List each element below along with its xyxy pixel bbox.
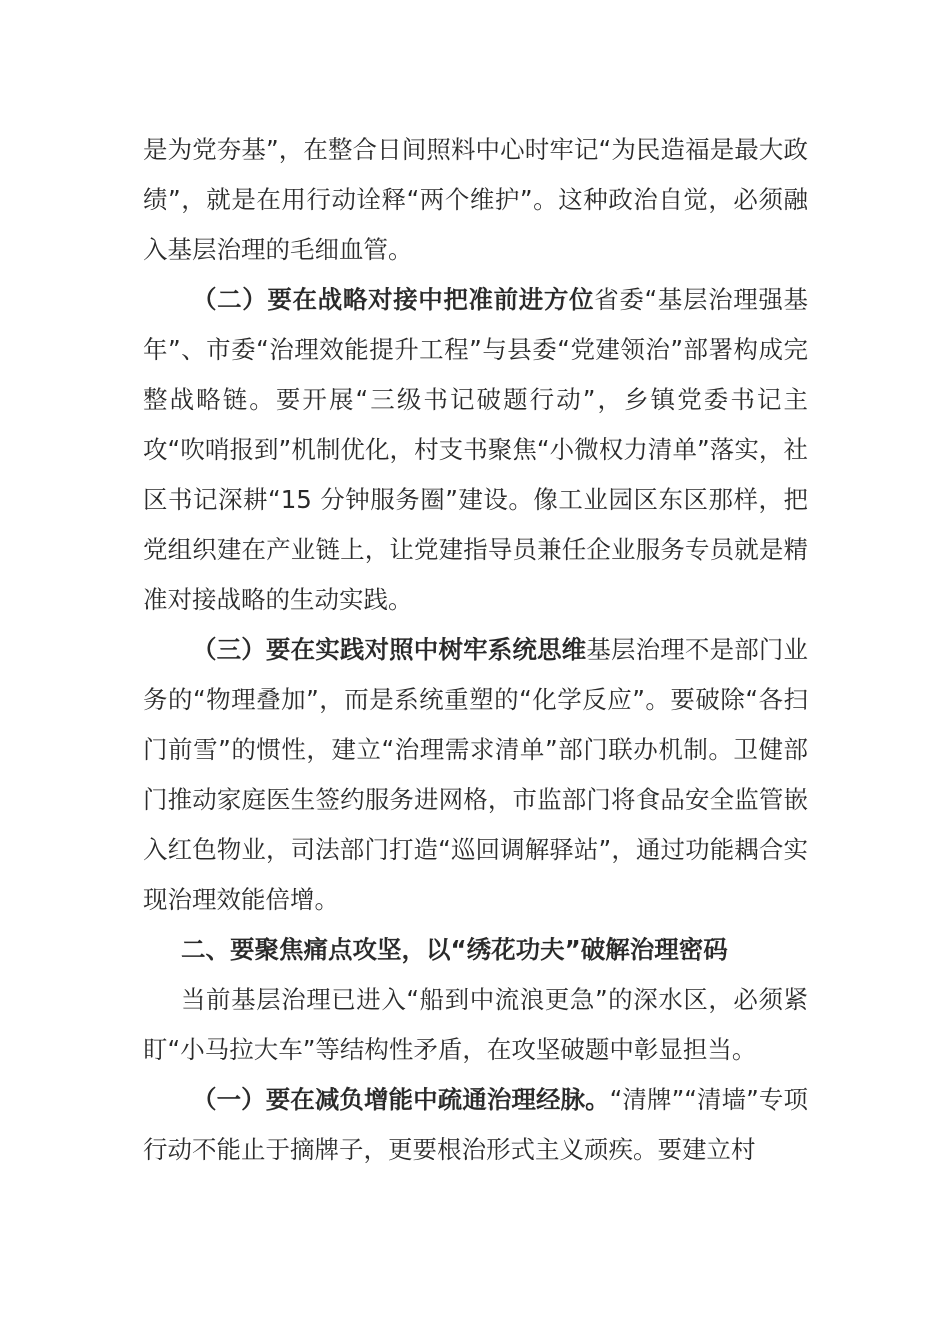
paragraph-system-thinking	[143, 625, 808, 925]
paragraph-continued	[143, 125, 808, 275]
paragraph-text: 是为党夯基”，在整合日间照料中心时牢记“为民造福是最大政绩”，就是在用行动诠释“两个维护”。这种政治自觉，必须融入基层治理的毛细血管。	[143, 135, 808, 264]
paragraph-lead: （一）要在减负增能中疏通治理经脉。	[192, 1085, 610, 1114]
document-body	[143, 125, 808, 1175]
section-intro: 当前基层治理已进入“船到中流浪更急”的深水区，必须紧盯“小马拉大车”等结构性矛盾，在攻坚破题中彰显担当。	[143, 985, 808, 1064]
paragraph-text: 基层治理不是部门业务的“物理叠加”，而是系统重塑的“化学反应”。要破除“各扫门前雪”的惯性，建立“治理需求清单”部门联办机制。卫健部门推动家庭医生签约服务进网格，市监部门将食品安全监管嵌入红色物业，司法部门打造“巡回调解驿站”，通过功能耦合实现治理效能倍增。	[143, 635, 809, 914]
paragraph-text: “清牌”“清墙”专项行动不能止于摘牌子，更要根治形式主义顽疾。要建立村	[143, 1085, 808, 1164]
paragraph-lead: （三）要在实践对照中树牢系统思维	[192, 635, 587, 664]
paragraph-burden-reduction	[143, 1075, 808, 1175]
paragraph-strategy	[143, 275, 808, 625]
paragraph-lead: （二）要在战略对接中把准前进方位	[192, 285, 595, 314]
section-heading: 二、要聚焦痛点攻坚，以“绣花功夫”破解治理密码	[181, 935, 728, 964]
paragraph-text: 省委“基层治理强基年”、市委“治理效能提升工程”与县委“党建领治”部署构成完整战略链。要开展“三级书记破题行动”，乡镇党委书记主攻“吹哨报到”机制优化，村支书聚焦“小微权力清单”落实，社区书记深耕“15 分钟服务圈”建设。像工业园区东区那样，把党组织建在产业链上，让党建指导员兼任企业服务专员就是精准对接战略的生动实践。	[143, 285, 808, 614]
